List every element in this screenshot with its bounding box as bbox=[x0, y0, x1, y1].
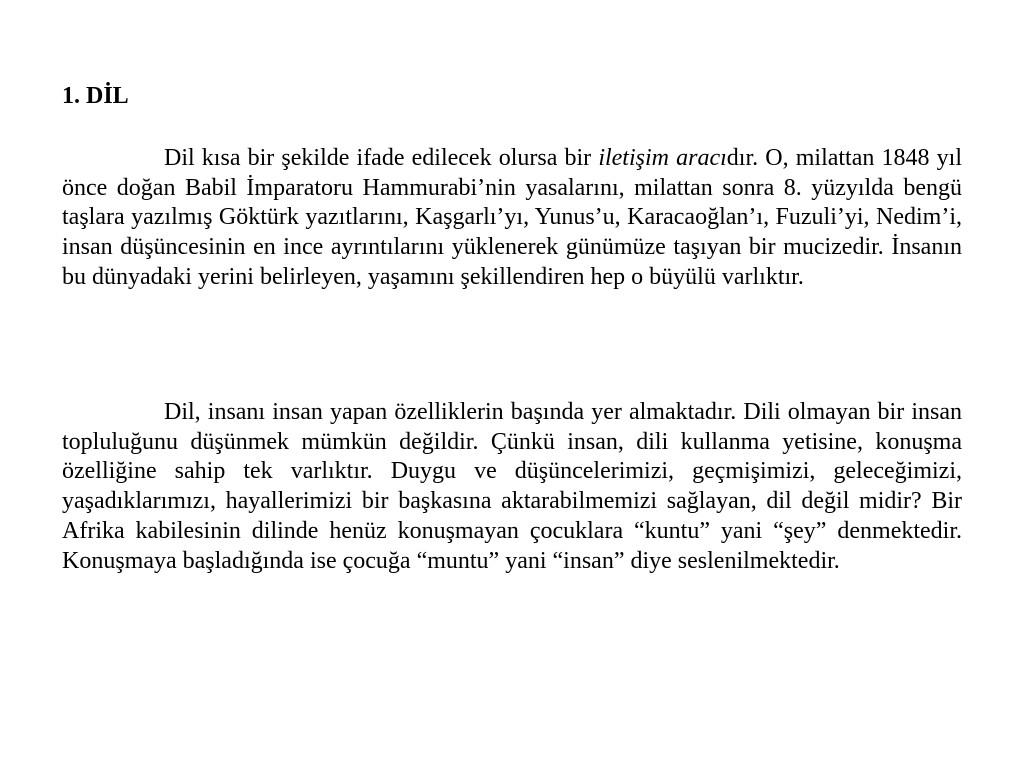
paragraph-1-text-start: Dil kısa bir şekilde ifade edilecek olursa bir bbox=[164, 145, 599, 171]
paragraph-1-text-end: dır. O, milattan 1848 yıl önce doğan Babil İmparatoru Hammurabi’nin yasalarını, milattan sonra 8. yüzyılda bengü taşlara yazılmış Göktürk yazıtlarını, Kaşgarlı’yı, Yunus’u, Karacaoğlan’ı, Fuzuli’yi, Nedim’i, insan düşüncesinin en ince ayrıntılarını yüklenerek günümüze taşıyan bir mucizedir. İnsanın bu dünyadaki yerini belirleyen, yaşamını şekillendiren hep o büyülü varlıktır. bbox=[62, 145, 962, 290]
paragraph-2: Dil, insanı insan yapan özelliklerin başında yer almaktadır. Dili olmayan bir insan topluluğunu düşünmek mümkün değildir. Çünkü insan, dili kullanma yetisine, konuşma özelliğine sahip tek varlıktır. Duygu ve düşüncelerimizi, geçmişimizi, geleceğimizi, yaşadıklarımızı, hayallerimizi bir başkasına aktarabilmemizi sağlayan, dil değil midir? Bir Afrika kabilesinin dilinde henüz konuşmayan çocuklara “kuntu” yani “şey” denmektedir. Konuşmaya başladığında ise çocuğa “muntu” yani “insan” diye seslenilmektedir. bbox=[62, 399, 962, 574]
paragraph-1-emphasis: iletişim aracı bbox=[598, 145, 727, 171]
paragraph-1 bbox=[62, 144, 962, 293]
section-heading: 1. DİL bbox=[62, 83, 129, 109]
